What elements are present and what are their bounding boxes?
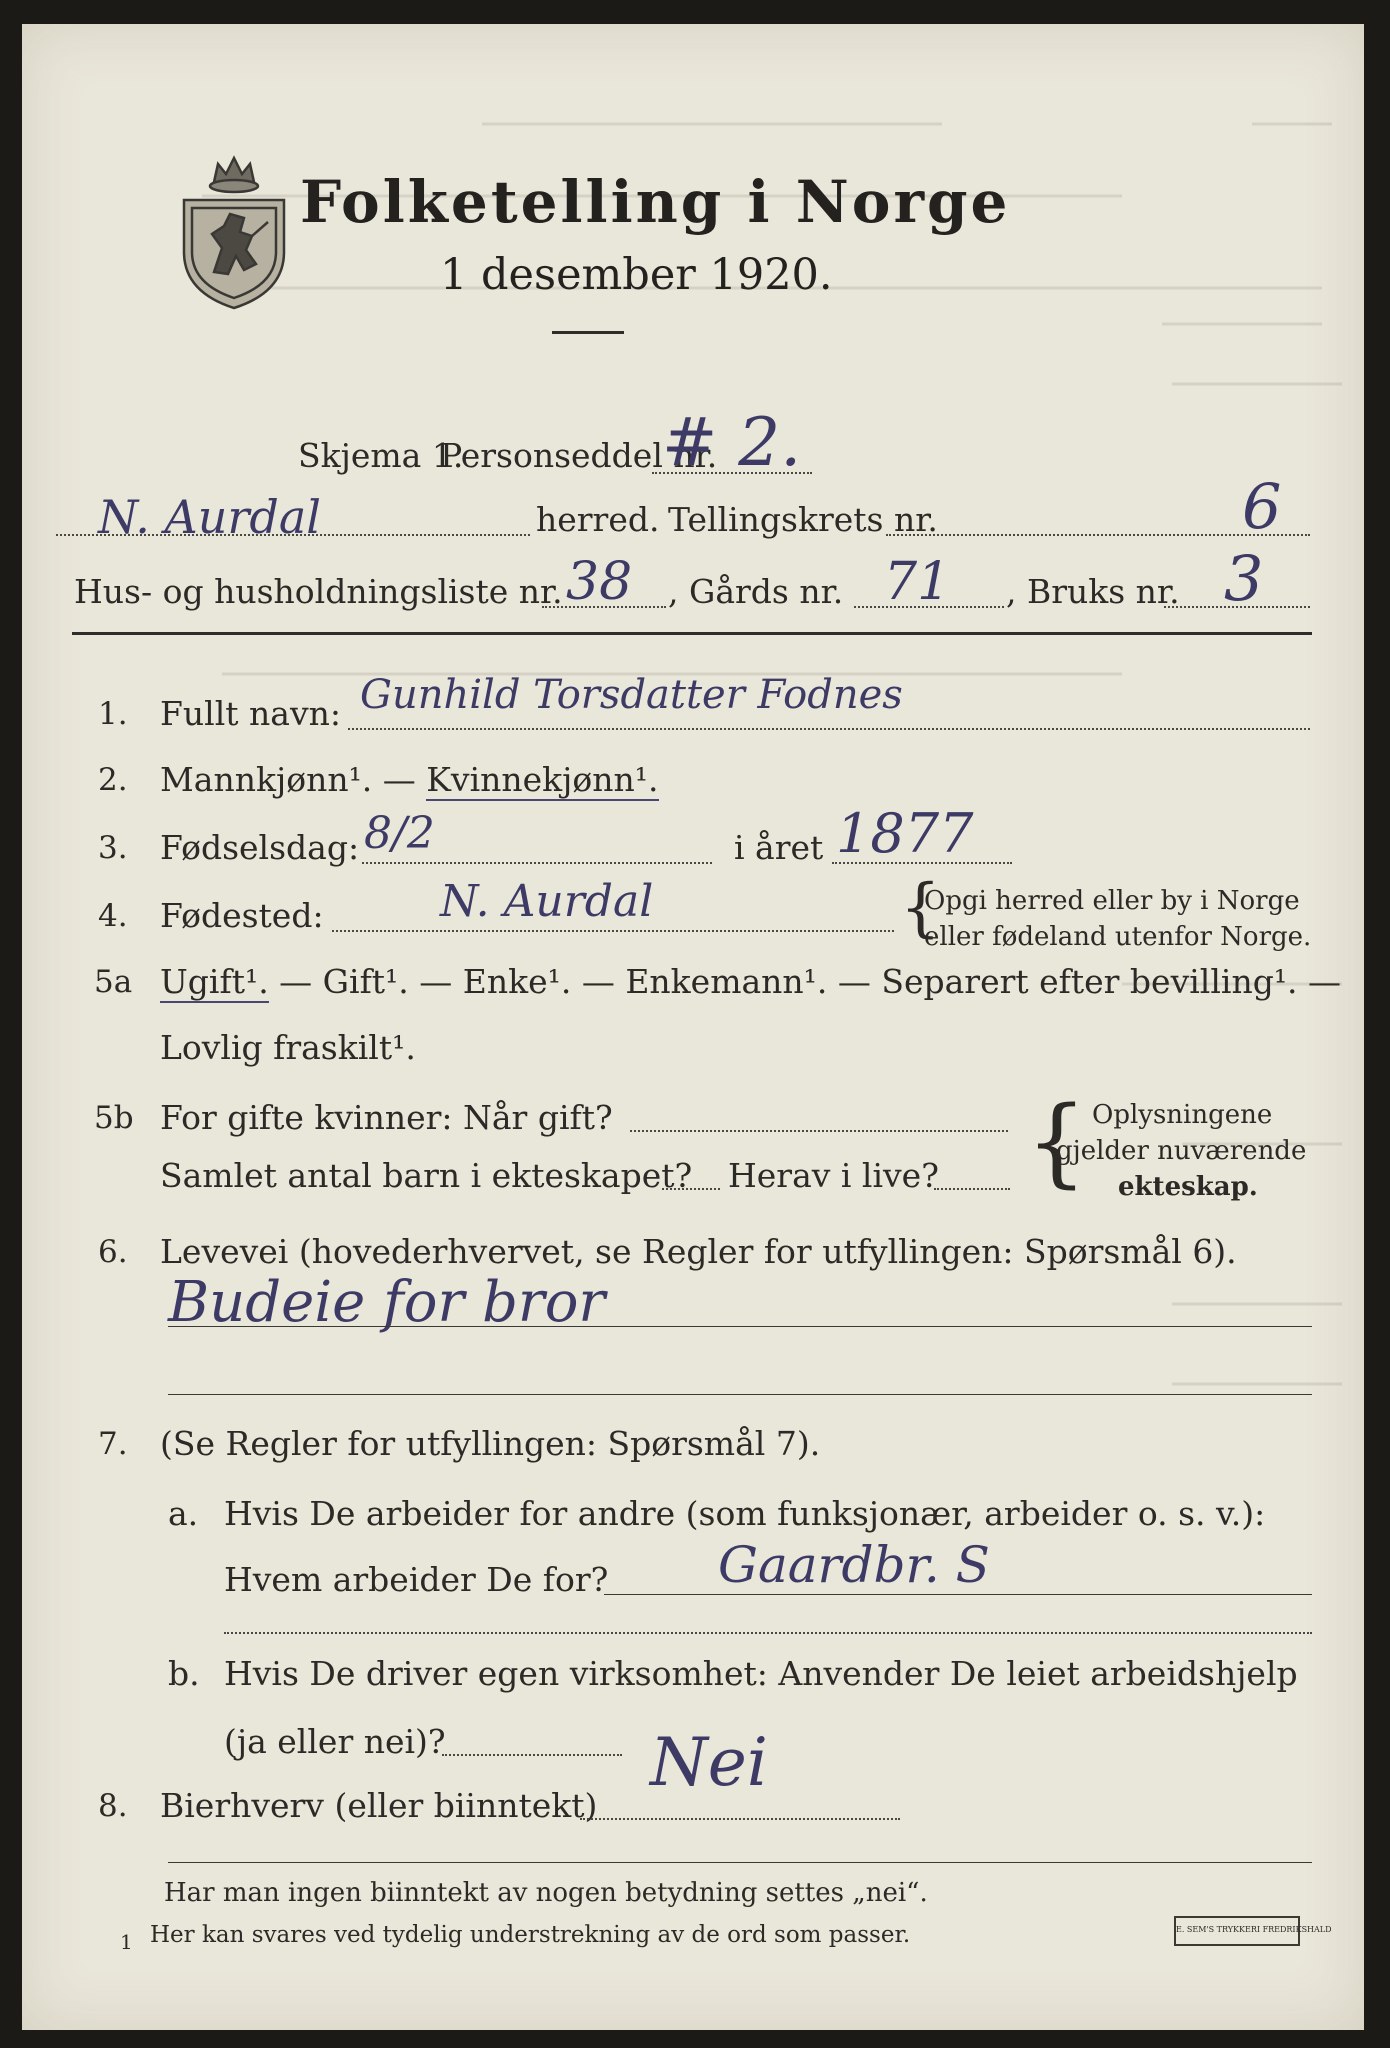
q5b-label-married: For gifte kvinner: Når gift? bbox=[160, 1098, 613, 1137]
skjema-label: Skjema 1. bbox=[298, 436, 464, 475]
q3-year-value[interactable]: 1877 bbox=[836, 802, 974, 865]
q2-mannkjonn-option[interactable]: Mannkjønn¹. — bbox=[160, 760, 427, 799]
q4-note-brace: { bbox=[900, 871, 941, 945]
personseddel-value[interactable]: # 2. bbox=[662, 404, 802, 481]
herred-label: herred. bbox=[536, 500, 660, 539]
q5b-alive-line bbox=[934, 1188, 1010, 1190]
q6-label: Levevei (hovederhvervet, se Regler for utfyllingen: Spørsmål 6). bbox=[160, 1232, 1237, 1271]
printer-stamp: E. SEM'S TRYKKERI FREDRIKSHALD bbox=[1174, 1916, 1300, 1946]
header-divider bbox=[72, 632, 1312, 635]
form-title: Folketelling i Norge bbox=[300, 168, 1011, 236]
q2-kvinnekjonn-option[interactable]: Kvinnekjønn¹. bbox=[426, 760, 659, 799]
q3-line bbox=[362, 862, 712, 864]
q5b-label-children: Samlet antal barn i ekteskapet? bbox=[160, 1156, 693, 1195]
q2-label bbox=[160, 760, 659, 799]
husholdningsliste-value[interactable]: 38 bbox=[566, 552, 633, 612]
q8-line bbox=[580, 1818, 900, 1820]
q1-full-name-value[interactable]: Gunhild Torsdatter Fodnes bbox=[360, 672, 903, 718]
q6-number: 6. bbox=[98, 1234, 128, 1270]
q6-line-2 bbox=[168, 1394, 1312, 1395]
q5a-other-options[interactable]: — Gift¹. — Enke¹. — Enkemann¹. — Separert efter bevilling¹. — bbox=[268, 962, 1342, 1001]
q5a-number: 5a bbox=[94, 964, 133, 1000]
tellingskrets-label: Tellingskrets nr. bbox=[668, 500, 938, 539]
q4-line bbox=[332, 930, 894, 932]
q7-number: 7. bbox=[98, 1426, 128, 1462]
herred-value[interactable]: N. Aurdal bbox=[98, 490, 321, 544]
q1-number: 1. bbox=[98, 696, 128, 732]
q7a-label: Hvis De arbeider for andre (som funksjonær, arbeider o. s. v.): bbox=[224, 1494, 1266, 1533]
q7b-yes-no-label: (ja eller nei)? bbox=[224, 1722, 446, 1761]
q5b-number: 5b bbox=[94, 1100, 134, 1136]
census-form-sheet bbox=[22, 24, 1364, 2030]
q5a-fraskilt-option[interactable]: Lovlig fraskilt¹. bbox=[160, 1028, 416, 1067]
q7b-label: Hvis De driver egen virksomhet: Anvender De leiet arbeidshjelp bbox=[224, 1654, 1298, 1693]
q7b-letter: b. bbox=[168, 1654, 200, 1693]
q3-birthday-value[interactable]: 8/2 bbox=[364, 808, 435, 859]
q8-number: 8. bbox=[98, 1788, 128, 1824]
footnote-text: Her kan svares ved tydelig understrekning av de ord som passer. bbox=[150, 1922, 911, 1948]
q5b-note-line-1: Oplysningene bbox=[1092, 1100, 1273, 1130]
q4-note-line-1: Opgi herred eller by i Norge bbox=[924, 886, 1300, 916]
q5a-ugift-option[interactable]: Ugift¹. bbox=[160, 962, 269, 1001]
q7b-line bbox=[442, 1754, 622, 1756]
q7-label: (Se Regler for utfyllingen: Spørsmål 7). bbox=[160, 1424, 821, 1463]
title-divider bbox=[552, 331, 624, 334]
q4-number: 4. bbox=[98, 898, 128, 934]
q3-number: 3. bbox=[98, 830, 128, 866]
gards-label: , Gårds nr. bbox=[668, 572, 844, 611]
footnote-number: 1 bbox=[120, 1930, 133, 1954]
q5b-note-line-2: gjelder nuværende bbox=[1056, 1136, 1307, 1166]
personseddel-label: Personseddel nr. bbox=[440, 436, 718, 475]
q7a-extra-line bbox=[224, 1632, 1312, 1634]
footer-divider bbox=[168, 1862, 1312, 1863]
gards-value[interactable]: 71 bbox=[884, 552, 951, 612]
q5b-children-line bbox=[662, 1188, 720, 1190]
q4-note-line-2: eller fødeland utenfor Norge. bbox=[924, 922, 1312, 952]
q5b-married-line bbox=[630, 1130, 1008, 1132]
q6-line-1 bbox=[168, 1326, 1312, 1327]
q5b-note-line-3: ekteskap. bbox=[1118, 1172, 1258, 1202]
q2-number: 2. bbox=[98, 762, 128, 798]
bruks-label: , Bruks nr. bbox=[1006, 572, 1180, 611]
herred-line bbox=[56, 534, 530, 536]
tellingskrets-value[interactable]: 6 bbox=[1242, 470, 1282, 543]
q5a-options bbox=[160, 962, 1341, 1001]
q3-label: Fødselsdag: bbox=[160, 828, 360, 867]
census-date: 1 desember 1920. bbox=[440, 250, 833, 300]
coat-of-arms-icon bbox=[174, 152, 294, 310]
q7a-employer-line bbox=[604, 1594, 1312, 1595]
q6-occupation-value[interactable]: Budeie for bror bbox=[168, 1270, 606, 1335]
q4-label: Fødested: bbox=[160, 896, 324, 935]
q4-birthplace-value[interactable]: N. Aurdal bbox=[440, 876, 654, 927]
q5b-note-brace: { bbox=[1026, 1086, 1088, 1198]
bruks-value[interactable]: 3 bbox=[1224, 542, 1264, 615]
q8-label: Bierhverv (eller biinntekt) bbox=[160, 1786, 598, 1825]
footer-note: Har man ingen biinntekt av nogen betydning settes „nei“. bbox=[164, 1878, 928, 1908]
q7a-employer-label: Hvem arbeider De for? bbox=[224, 1560, 609, 1599]
q7a-employer-value[interactable]: Gaardbr. S bbox=[718, 1536, 990, 1594]
q1-line bbox=[348, 728, 1310, 730]
husholdningsliste-label: Hus- og husholdningsliste nr. bbox=[74, 572, 563, 611]
q7a-letter: a. bbox=[168, 1494, 199, 1533]
q5b-label-alive: Herav i live? bbox=[728, 1156, 939, 1195]
q8-side-income-value[interactable]: Nei bbox=[650, 1724, 768, 1801]
q1-label: Fullt navn: bbox=[160, 694, 341, 733]
q3-year-label: i året bbox=[734, 828, 824, 867]
